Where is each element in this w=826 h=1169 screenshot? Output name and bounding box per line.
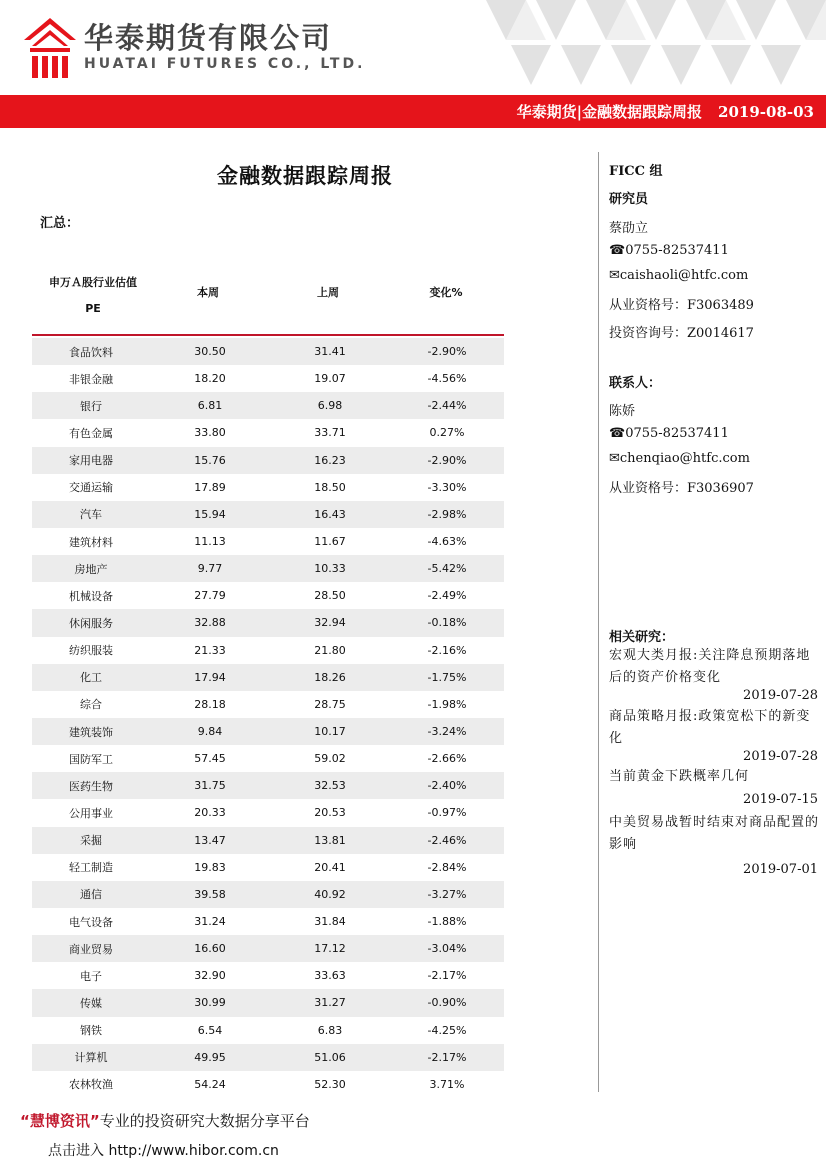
footer-brand: “慧博资讯” [20, 1112, 100, 1130]
table-row [32, 745, 504, 772]
change-cell: -2.90% [427, 453, 467, 467]
last-week-cell: 18.50 [314, 480, 346, 494]
related-item-title[interactable]: 当前黄金下跌概率几何 [609, 769, 750, 784]
table-row [32, 1017, 504, 1044]
table-row [32, 555, 504, 582]
industry-cell: 交通运输 [69, 481, 113, 495]
table-row [32, 908, 504, 935]
change-cell: -4.63% [427, 535, 467, 549]
industry-cell: 机械设备 [69, 589, 113, 603]
last-week-cell: 31.41 [314, 345, 346, 359]
contact-label: 联系人： [609, 376, 662, 391]
change-cell: -0.90% [427, 996, 467, 1010]
contact-email-line [609, 451, 750, 466]
footer-link[interactable]: 点击进入 http://www.hibor.com.cn [48, 1143, 279, 1159]
table-row [32, 989, 504, 1016]
last-week-cell: 6.83 [317, 1023, 343, 1037]
industry-cell: 家用电器 [69, 454, 113, 468]
industry-cell: 银行 [80, 399, 102, 413]
last-week-cell: 17.12 [314, 942, 346, 956]
change-cell: -2.16% [427, 643, 467, 657]
change-cell: -2.90% [427, 345, 467, 359]
last-week-cell: 28.75 [314, 697, 346, 711]
this-week-cell: 9.84 [197, 725, 223, 739]
this-week-cell: 32.88 [194, 616, 226, 630]
table-row [32, 501, 504, 528]
table-row [32, 609, 504, 636]
this-week-cell: 54.24 [194, 1077, 226, 1091]
this-week-cell: 15.76 [194, 453, 226, 467]
table-row [32, 1044, 504, 1071]
related-item-title[interactable]: 中美贸易战暂时结束对商品配置的影响 [609, 815, 820, 852]
this-week-cell: 19.83 [194, 860, 226, 874]
last-week-cell: 32.94 [314, 616, 346, 630]
last-week-cell: 16.23 [314, 453, 346, 467]
last-week-cell: 40.92 [314, 887, 346, 901]
industry-cell: 综合 [80, 698, 102, 712]
header-industry-sub: PE [85, 302, 101, 315]
change-cell: -5.42% [427, 562, 467, 576]
researcher-consult-number: 投资咨询号：Z0014617 [609, 326, 754, 341]
company-name-en: HUATAI FUTURES CO., LTD. [84, 56, 366, 72]
researcher-qualification: 从业资格号：F3063489 [609, 298, 754, 313]
this-week-cell: 57.45 [194, 752, 226, 766]
this-week-cell: 39.58 [194, 887, 226, 901]
last-week-cell: 31.84 [314, 915, 346, 929]
change-cell: -4.56% [427, 372, 467, 386]
table-row [32, 338, 504, 365]
column-divider [598, 152, 599, 1092]
last-week-cell: 59.02 [314, 752, 346, 766]
this-week-cell: 20.33 [194, 806, 226, 820]
table-row [32, 827, 504, 854]
this-week-cell: 6.81 [197, 399, 223, 413]
this-week-cell: 16.60 [194, 942, 226, 956]
change-cell: -3.24% [427, 725, 467, 739]
table-row [32, 799, 504, 826]
report-header [0, 0, 826, 95]
report-date: 2019-08-03 [718, 103, 814, 121]
header-this-week: 本周 [197, 286, 219, 299]
this-week-cell: 31.75 [194, 779, 226, 793]
change-cell: 3.71% [429, 1077, 465, 1091]
industry-cell: 国防军工 [69, 752, 113, 766]
this-week-cell: 21.33 [194, 643, 226, 657]
change-cell: -0.18% [427, 616, 467, 630]
industry-cell: 医药生物 [69, 779, 113, 793]
table-row [32, 582, 504, 609]
this-week-cell: 28.18 [194, 697, 226, 711]
industry-cell: 休闲服务 [69, 616, 113, 630]
industry-cell: 采掘 [80, 834, 102, 848]
last-week-cell: 11.67 [314, 535, 346, 549]
change-cell: -1.88% [427, 915, 467, 929]
industry-cell: 建筑装饰 [69, 725, 113, 739]
table-row [32, 637, 504, 664]
change-cell: -3.04% [427, 942, 467, 956]
mail-icon: ✉ [609, 268, 620, 283]
this-week-cell: 31.24 [194, 915, 226, 929]
this-week-cell: 9.77 [197, 562, 223, 576]
table-row [32, 474, 504, 501]
industry-cell: 电气设备 [69, 915, 113, 929]
last-week-cell: 33.63 [314, 969, 346, 983]
summary-label: 汇总： [40, 216, 80, 231]
header-last-week: 上周 [317, 286, 339, 299]
contact-name: 陈娇 [609, 404, 636, 419]
contact-email[interactable]: chenqiao@htfc.com [619, 451, 750, 466]
industry-cell: 通信 [80, 888, 102, 902]
industry-cell: 商业贸易 [69, 942, 113, 956]
title-bar-label: 华泰期货|金融数据跟踪周报 [516, 103, 703, 121]
industry-cell: 钢铁 [80, 1024, 102, 1038]
change-cell: -3.30% [427, 480, 467, 494]
table-row [32, 772, 504, 799]
change-cell: -4.25% [427, 1023, 467, 1037]
change-cell: -0.97% [427, 806, 467, 820]
footer-slogan [20, 1110, 310, 1131]
this-week-cell: 13.47 [194, 833, 226, 847]
change-cell: -2.17% [427, 1050, 467, 1064]
company-name-cn: 华泰期货有限公司 [84, 21, 333, 55]
table-row [32, 881, 504, 908]
title-bar-text [517, 101, 814, 122]
industry-cell: 房地产 [74, 562, 108, 576]
industry-cell: 纺织服装 [69, 644, 113, 658]
table-row [32, 419, 504, 446]
last-week-cell: 6.98 [317, 399, 343, 413]
industry-cell: 计算机 [74, 1051, 108, 1065]
this-week-cell: 33.80 [194, 426, 226, 440]
researcher-email[interactable]: caishaoli@htfc.com [619, 268, 749, 283]
group-name: FICC 组 [609, 164, 663, 179]
last-week-cell: 10.33 [314, 562, 346, 576]
company-logo [24, 18, 76, 78]
this-week-cell: 18.20 [194, 372, 226, 386]
last-week-cell: 51.06 [314, 1050, 346, 1064]
contact-qualification: 从业资格号：F3036907 [609, 481, 754, 496]
table-row [32, 935, 504, 962]
last-week-cell: 10.17 [314, 725, 346, 739]
change-cell: -2.40% [427, 779, 467, 793]
table-row [32, 1071, 504, 1098]
change-cell: -2.84% [427, 860, 467, 874]
table-row [32, 392, 504, 419]
contact-phone: ☎0755-82537411 [609, 426, 729, 441]
related-research-label: 相关研究： [609, 630, 675, 645]
last-week-cell: 18.26 [314, 670, 346, 684]
change-cell: -2.66% [427, 752, 467, 766]
industry-cell: 公用事业 [69, 806, 113, 820]
last-week-cell: 32.53 [314, 779, 346, 793]
related-item-date: 2019-07-28 [743, 749, 818, 764]
related-item-title[interactable]: 商品策略月报:政策宽松下的新变化 [609, 709, 811, 746]
header-industry-label: 申万Ａ股行业估值 [49, 276, 137, 289]
last-week-cell: 20.41 [314, 860, 346, 874]
this-week-cell: 30.50 [194, 345, 226, 359]
related-item-date: 2019-07-01 [743, 862, 818, 877]
table-row [32, 854, 504, 881]
researcher-phone: ☎0755-82537411 [609, 243, 729, 258]
related-item-title[interactable]: 宏观大类月报:关注降息预期落地后的资产价格变化 [609, 648, 811, 685]
header-industry [34, 270, 152, 322]
change-cell: -2.17% [427, 969, 467, 983]
header-change: 变化% [429, 286, 463, 299]
footer-slogan-text: 专业的投资研究大数据分享平台 [99, 1112, 310, 1130]
table-row [32, 528, 504, 555]
table-row [32, 365, 504, 392]
industry-cell: 化工 [80, 671, 102, 685]
industry-cell: 非银金融 [69, 372, 113, 386]
industry-cell: 农林牧渔 [69, 1078, 113, 1092]
this-week-cell: 30.99 [194, 996, 226, 1010]
industry-cell: 轻工制造 [69, 861, 113, 875]
table-row [32, 962, 504, 989]
industry-cell: 食品饮料 [69, 345, 113, 359]
last-week-cell: 21.80 [314, 643, 346, 657]
change-cell: -3.27% [427, 887, 467, 901]
table-row [32, 447, 504, 474]
industry-cell: 传媒 [80, 996, 102, 1010]
mail-icon: ✉ [609, 451, 620, 466]
industry-cell: 有色金属 [69, 426, 113, 440]
decorative-pattern [466, 0, 826, 95]
change-cell: 0.27% [429, 426, 465, 440]
last-week-cell: 52.30 [314, 1077, 346, 1091]
industry-cell: 电子 [80, 969, 102, 983]
table-row [32, 718, 504, 745]
table-row [32, 664, 504, 691]
title-bar [0, 95, 826, 128]
this-week-cell: 15.94 [194, 507, 226, 521]
change-cell: -2.46% [427, 833, 467, 847]
last-week-cell: 31.27 [314, 996, 346, 1010]
this-week-cell: 17.89 [194, 480, 226, 494]
table-header-rule [32, 334, 504, 336]
industry-cell: 建筑材料 [69, 535, 113, 549]
this-week-cell: 6.54 [197, 1023, 223, 1037]
related-item-date: 2019-07-15 [743, 792, 818, 807]
last-week-cell: 28.50 [314, 589, 346, 603]
last-week-cell: 33.71 [314, 426, 346, 440]
change-cell: -1.98% [427, 697, 467, 711]
page-title: 金融数据跟踪周报 [217, 163, 393, 188]
table-row [32, 691, 504, 718]
last-week-cell: 16.43 [314, 507, 346, 521]
change-cell: -2.98% [427, 507, 467, 521]
change-cell: -2.44% [427, 399, 467, 413]
change-cell: -2.49% [427, 589, 467, 603]
researcher-label: 研究员 [609, 192, 649, 207]
last-week-cell: 20.53 [314, 806, 346, 820]
this-week-cell: 11.13 [194, 535, 226, 549]
industry-cell: 汽车 [80, 508, 102, 522]
change-cell: -1.75% [427, 670, 467, 684]
this-week-cell: 17.94 [194, 670, 226, 684]
last-week-cell: 13.81 [314, 833, 346, 847]
last-week-cell: 19.07 [314, 372, 346, 386]
valuation-table [32, 338, 504, 1098]
related-item-date: 2019-07-28 [743, 688, 818, 703]
this-week-cell: 49.95 [194, 1050, 226, 1064]
researcher-name: 蔡劭立 [609, 221, 649, 236]
researcher-email-line [609, 268, 748, 283]
this-week-cell: 27.79 [194, 589, 226, 603]
this-week-cell: 32.90 [194, 969, 226, 983]
